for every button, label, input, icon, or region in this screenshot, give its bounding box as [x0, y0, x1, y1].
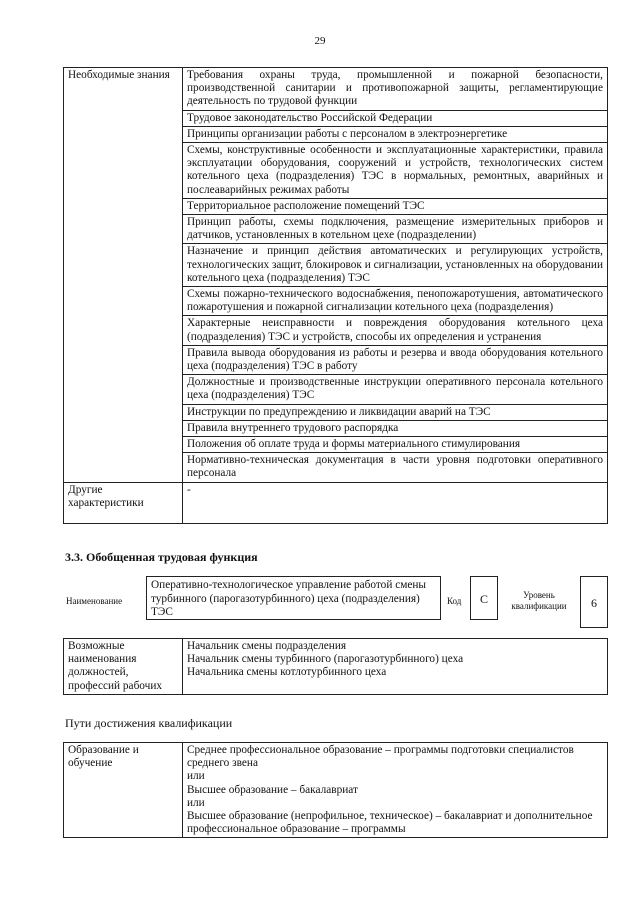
- knowledge-item: Трудовое законодательство Российской Федерации: [183, 110, 608, 126]
- education-line: Высшее образование (непрофильное, техническое) – бакалавриат и дополнительное профессиональное образование – программы: [187, 810, 593, 836]
- knowledge-item: Инструкции по предупреждению и ликвидации аварий на ТЭС: [183, 404, 608, 420]
- required-knowledge-label: Необходимые знания: [64, 68, 183, 483]
- education-cell: [183, 743, 608, 838]
- knowledge-item: Правила внутреннего трудового распорядка: [183, 420, 608, 436]
- section-title: 3.3. Обобщенная трудовая функция: [65, 550, 258, 564]
- knowledge-item: Положения об оплате труда и формы материального стимулирования: [183, 437, 608, 453]
- education-line: или: [187, 796, 205, 809]
- education-label: Образование и обучение: [64, 743, 183, 838]
- code-value: C: [470, 576, 498, 620]
- other-characteristics-value: -: [183, 482, 608, 523]
- knowledge-item: Требования охраны труда, промышленной и пожарной безопасности, производственной санитарии и противопожарной защиты, регламентирующие деятельность по трудовой функции: [183, 68, 608, 111]
- qualification-paths-heading: Пути достижения квалификации: [65, 716, 233, 730]
- knowledge-item: Характерные неисправности и повреждения оборудования котельного цеха (подразделения) ТЭС и устройств, способы их определения и устранения: [183, 316, 608, 345]
- function-name-value: Оперативно-технологическое управление работой смены турбинного (парогазотурбинного) цеха (подразделения) ТЭС: [146, 576, 441, 620]
- knowledge-item: Правила вывода оборудования из работы и резерва и ввода оборудования котельного цеха (подразделения) ТЭС в работу: [183, 345, 608, 374]
- knowledge-item: Принципы организации работы с персоналом в электроэнергетике: [183, 126, 608, 142]
- other-characteristics-label: Другие характеристики: [64, 482, 183, 523]
- education-line: или: [187, 770, 205, 783]
- page-number: 29: [314, 35, 326, 47]
- job-title: Начальника смены котлотурбинного цеха: [187, 666, 387, 679]
- education-table: [63, 742, 608, 838]
- qualification-level-label: Уровень квалификации: [511, 590, 567, 611]
- function-name-label: Наименование: [66, 596, 123, 606]
- education-line: Высшее образование – бакалавриат: [187, 783, 358, 796]
- job-titles-table: [63, 638, 608, 695]
- education-line: Среднее профессиональное образование – программы подготовки специалистов среднего звена: [187, 744, 574, 770]
- job-title: Начальник смены турбинного (парогазотурбинного) цеха: [187, 653, 464, 666]
- code-label: Код: [447, 596, 462, 606]
- knowledge-item: Схемы пожарно-технического водоснабжения, пенопожаротушения, автоматического пожаротушения и пожарной сигнализации котельного цеха (подразделения): [183, 287, 608, 316]
- knowledge-item: Назначение и принцип действия автоматических и регулирующих устройств, технологических защит, блокировок и сигнализации, установленных на оборудовании котельного цеха (подразделения) ТЭС: [183, 244, 608, 287]
- knowledge-item: Нормативно-техническая документация в части уровня подготовки оперативного персонала: [183, 453, 608, 482]
- required-knowledge-table: [63, 67, 608, 524]
- knowledge-item: Схемы, конструктивные особенности и эксплуатационные характеристики, правила эксплуатации оборудования, сооружений и устройств, технологических систем котельного цеха (подразделения) ТЭС в нормальных, ремонтных, аварийных и послеаварийных режимах работы: [183, 143, 608, 199]
- job-titles-cell: [183, 639, 608, 695]
- knowledge-item: Территориальное расположение помещений ТЭС: [183, 198, 608, 214]
- knowledge-item: Должностные и производственные инструкции оперативного персонала котельного цеха (подразделения) ТЭС: [183, 375, 608, 404]
- knowledge-item: Принцип работы, схемы подключения, размещение измерительных приборов и датчиков, установленных в котельном цехе (подразделении): [183, 215, 608, 244]
- generalized-function-header: [63, 576, 611, 628]
- job-title: Начальник смены подразделения: [187, 640, 347, 652]
- qualification-level-value: 6: [580, 576, 608, 628]
- job-titles-label: Возможные наименования должностей, профессий рабочих: [64, 639, 183, 695]
